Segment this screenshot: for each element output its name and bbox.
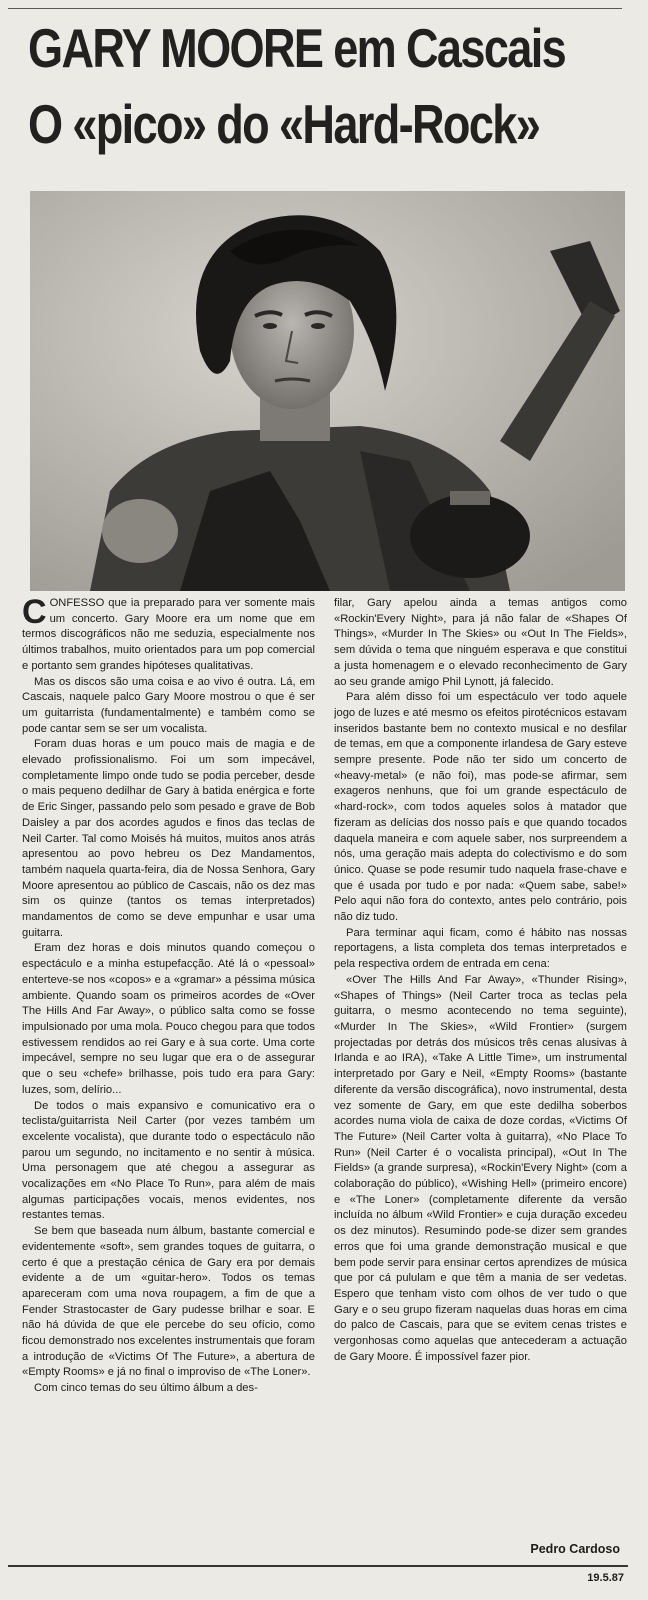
headline-line-2: O «pico» do «Hard-Rock» [28, 93, 540, 155]
headline-line-1: GARY MOORE em Cascais [28, 17, 566, 79]
paragraph: Eram dez horas e dois minutos quando começou o espectáculo e a minha estupefacção. Até lá o «pessoal» enterteve-se nos «copos» e a «gramar» a péssima música ambiente. Quando soam os primeiros acordes de «Over The Hills And Far Away», o público salta como se fosse impulsionado por uma mola. Pouco chegou para que todos estivessem rendidos ao rei Gary e à sua corte. Uma corte impecável, sempre no seu lugar que era o de assegurar que o seu «chefe» brilhasse, pois tudo era para Gary: luzes, som, delírio... [22, 942, 315, 1096]
paragraph: «Over The Hills And Far Away», «Thunder Rising», «Shapes of Things» (Neil Carter troca as teclas pela guitarra, o mesmo acontecendo no tema seguinte), «Murder In The Skies», «Wild Frontier» (surgem projectadas por detrás dos músicos três cenas alusivas à Irlanda e ao IRA), «Take A Little Time», um instrumental interpretado por Gary e Neil, «Empty Rooms» (bastante diferente da versão discográfica), novo instrumental, desta vez somente de Gary, em que este dedilha soberbos acordes numa viola de caixa de doze cordas, «Victims Of The Future» (Neil Carter volta à guitarra), «No Place To Run» (Neil Carter é o vocalista principal), «Out In The Fields» (a grande surpresa), «Rockin'Every Night» (com a colaboração do público), «Wishing Hell» (primeiro encore) e «The Loner» (completamente diferente da versão incluída no álbum «Wild Frontier» e cuja duração excedeu os dez minutos). Resumindo pode-se dizer sem grandes erros que foi uma grande demonstração musical e que bem pode servir para ensinar certos aprendizes de música que por cá pululam e que têm a mania de ser vedetas. Espero que tenham visto com olhos de ver tudo o que Gary e o seu grupo fizeram naquelas duas horas em cima do palco de Cascais, para que se evitem cenas tristes e vergonhosas como aquelas que antecederam a actuação de Gary Moore. É impossível fazer pior. [334, 973, 627, 1363]
bottom-rule [8, 1565, 628, 1567]
top-rule [8, 8, 622, 9]
article-body [22, 596, 630, 1536]
photo-illustration [30, 191, 625, 591]
dropcap: C [22, 596, 47, 631]
paragraph: Para terminar aqui ficam, como é hábito nas nossas reportagens, a lista completa dos temas interpretados e pela respectiva ordem de entrada em cena: [334, 926, 627, 971]
byline: Pedro Cardoso [530, 1542, 620, 1556]
paragraph: Com cinco temas do seu último álbum a des- [34, 1382, 258, 1395]
paragraph-text: ONFESSO que ia preparado para ver somente mais um concerto. Gary Moore era um nome que em termos discográficos não me seduzia, especialmente nos últimos trabalhos, muito orientados para um pop comercial e portanto sem grandes hipóteses qualitativas. [22, 597, 315, 672]
paragraph: filar, Gary apelou ainda a temas antigos como «Rockin'Every Night», para já não falar de «Shapes Of Things», «Murder In The Skies» ou «Out In The Fields», sem dúvida o tema que ninguém esperava e que constitui a justa homenagem e o elevado reconhecimento de Gary ao seu grande amigo Phil Lynott, já falecido. [334, 597, 627, 688]
article-column-left [22, 596, 315, 1536]
paragraph: Mas os discos são uma coisa e ao vivo é outra. Lá, em Cascais, naquele palco Gary Moore mostrou o que é ser um guitarrista (fundamentalmente) e também como se pode cantar sem se ser um vocalista. [22, 675, 315, 735]
publication-date: 19.5.87 [587, 1572, 624, 1584]
paragraph: Para além disso foi um espectáculo ver todo aquele jogo de luzes e até mesmo os efeitos pirotécnicos estavam inseridos bastante bem no contexto musical e no desfilar de temas, em que a componente irlandesa de Gary esteve sempre presente. Pode não ter sido um concerto de «heavy-metal» (e não foi), mas pode-se afirmar, sem exageros nenhuns, que foi um grande espectáculo de «hard-rock», com todos aqueles solos à matador que fizeram as delícias dos nosso país e que quando tocados daquela maneira e com aquele saber, nos surpreendem a nós, uma geração mais adepta do colectivismo e do som único. Quase se pode resumir tudo naquela frase-chave e que é usada por tudo e por nada: «Quem sabe, sabe!» Pelo aqui não fora do contexto, antes pelo contrário, pois não diz tudo. [334, 691, 627, 924]
paragraph: Se bem que baseada num álbum, bastante comercial e evidentemente «soft», sem grandes toques de guitarra, o certo é que a prestação cénica de Gary era por demais evidente a de um «guitar-hero». Todos os temas apareceram com uma nova roupagem, a fim de que a Fender Strastocaster de Gary pudesse brilhar e soar. E não há dúvida de que ele percebe do seu ofício, como ficou demonstrado nos excelentes instrumentais que foram a introdução de «Victims Of The Future», a abertura de «Empty Rooms» e já no final o improviso de «The Loner». [22, 1225, 315, 1379]
paragraph [22, 596, 315, 675]
paragraph: Foram duas horas e um pouco mais de magia e de elevado profissionalismo. Foi um som impecável, completamente limpo onde tudo se podia perceber, desde o mais pequeno dedilhar de Gary à batida enérgica e forte de Eric Singer, passando pelo som pesado e grave de Bob Daisley a par dos acordes agudos e finos das teclas de Neil Carter. Tal como Moisés há muitos, muitos anos atrás apresentou ao povo hebreu os Dez Mandamentos, também naquela quarta-feira, dia de Nossa Senhora, Gary Moore apresentou ao público de Cascais, não os dez mas sim os quinze (tantos os temas interpretados) mandamentos de como se deve empunhar e usar uma guitarra. [22, 738, 315, 939]
paragraph: De todos o mais expansivo e comunicativo era o teclista/guitarrista Neil Carter (por vezes também um excelente vocalista), que durante todo o espectáculo não parou um segundo, no incitamento e no sentir à música. Uma personagem que até chegou a assegurar as vocalizações em «No Place To Run», para além de mais algumas participações vocais, menos evidentes, nos restantes temas. [22, 1099, 315, 1222]
portrait-photo [30, 191, 625, 591]
article-column-right [334, 596, 627, 1536]
